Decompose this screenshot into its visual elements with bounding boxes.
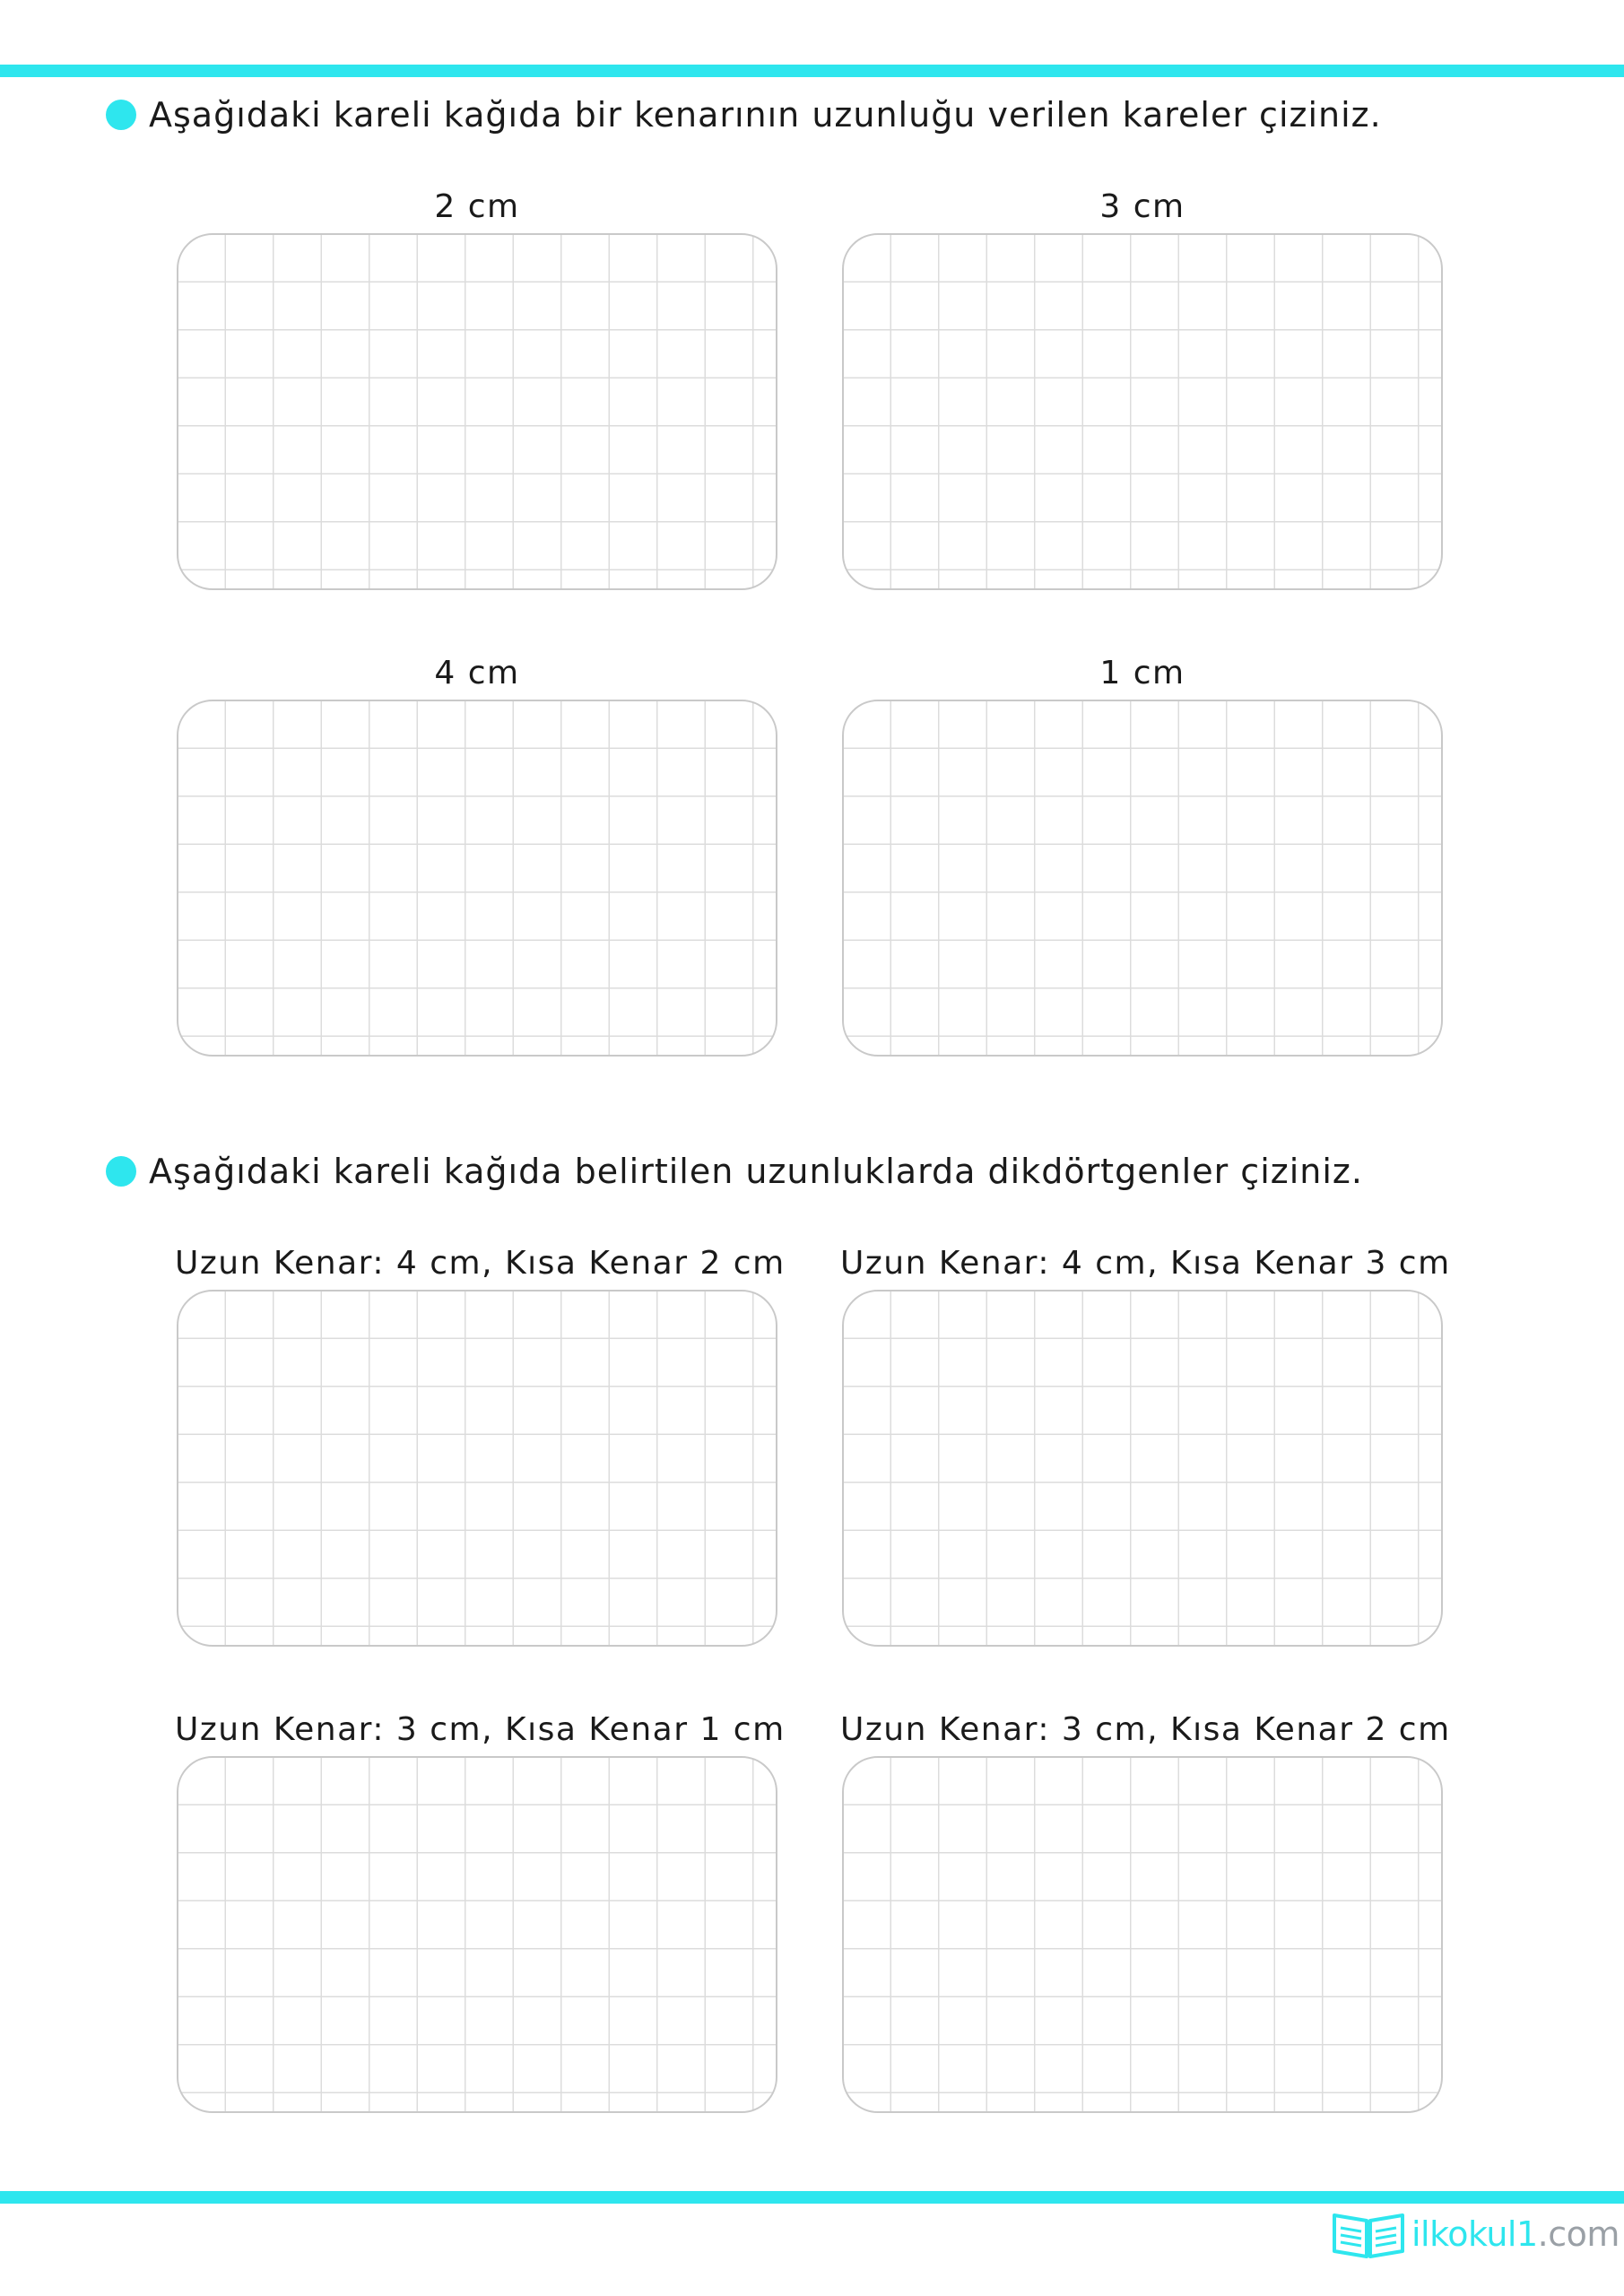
section-1-instruction: Aşağıdaki kareli kağıda bir kenarının uzunluğu verilen kareler çiziniz.: [149, 95, 1382, 135]
grid-area-rect-3x1[interactable]: [177, 1756, 777, 2113]
grid-area-rect-3x2[interactable]: [842, 1756, 1443, 2113]
grid-area-rect-4x2[interactable]: [177, 1290, 777, 1647]
grid-area-square-4cm[interactable]: [177, 700, 777, 1057]
site-name: [1411, 2214, 1620, 2254]
panel-label-square-2cm: 2 cm: [434, 188, 520, 225]
panel-label-square-1cm: 1 cm: [1099, 655, 1185, 691]
section-1-heading: [106, 95, 1382, 135]
bottom-accent-rule: [0, 2191, 1624, 2204]
panel-label-rect-3x2: Uzun Kenar: 3 cm, Kısa Kenar 2 cm: [840, 1711, 1451, 1748]
grid-area-square-1cm[interactable]: [842, 700, 1443, 1057]
grid-area-rect-4x3[interactable]: [842, 1290, 1443, 1647]
open-book-icon: [1331, 2208, 1406, 2260]
section-2-heading: [106, 1152, 1363, 1191]
grid-area-square-3cm[interactable]: [842, 233, 1443, 590]
panel-label-square-4cm: 4 cm: [434, 655, 520, 691]
panel-label-rect-4x2: Uzun Kenar: 4 cm, Kısa Kenar 2 cm: [175, 1245, 786, 1282]
panel-label-rect-4x3: Uzun Kenar: 4 cm, Kısa Kenar 3 cm: [840, 1245, 1451, 1282]
bullet-dot-icon: [106, 100, 136, 130]
section-2-instruction: Aşağıdaki kareli kağıda belirtilen uzunluklarda dikdörtgenler çiziniz.: [149, 1152, 1363, 1191]
top-accent-rule: [0, 65, 1624, 77]
panel-label-square-3cm: 3 cm: [1099, 188, 1185, 225]
grid-area-square-2cm[interactable]: [177, 233, 777, 590]
site-name-main: ilkokul1: [1411, 2214, 1538, 2254]
panel-label-rect-3x1: Uzun Kenar: 3 cm, Kısa Kenar 1 cm: [175, 1711, 786, 1748]
site-name-suffix: .com: [1537, 2214, 1620, 2254]
site-logo: [1331, 2208, 1620, 2260]
bullet-dot-icon: [106, 1156, 136, 1187]
